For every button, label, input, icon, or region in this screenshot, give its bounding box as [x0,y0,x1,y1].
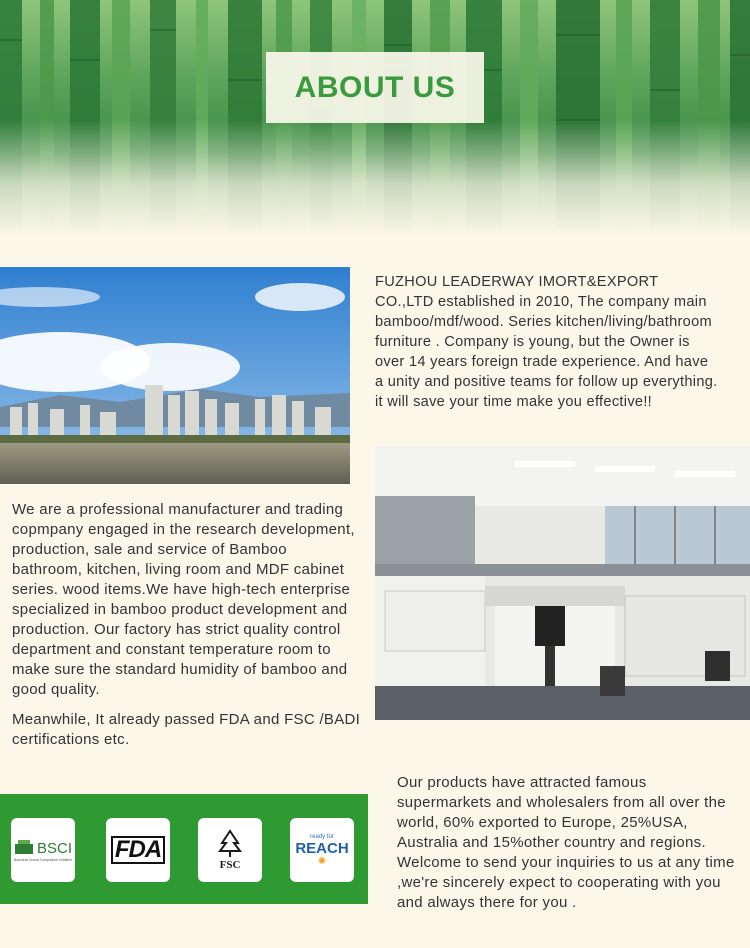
reach-label: REACH [295,840,349,857]
company-intro-text: FUZHOU LEADERWAY IMORT&EXPORT CO.,LTD established in 2010, The company main bamboo/mdf/wood. Series kitchen/living/bathroom furniture . Company is young, but the Owner is over 14 years foreign trade experience. And have a unity and positive teams for follow up everything. it will save your time make you effective!! [375,274,718,410]
fsc-logo [198,818,262,882]
bsci-icon [14,838,34,858]
brush-stroke-fade [0,120,750,236]
reach-sun-icon: ✺ [317,856,327,867]
manufacturer-description: We are a professional manufacturer and trading copmpany engaged in the research development, production, sale and service of Bamboo bathroom, kitchen, living room and MDF cabinet series. wood items.We have high-tech enterprise specialized in bamboo product development and production. Our factory has strict quality control department and constant temperature room to make sure the standard humidity of bamboo and good quality. [12,501,355,698]
certifications-text: Meanwhile, It already passed FDA and FSC /BADI certifications etc. [12,711,361,748]
fda-label: FDA [111,836,165,864]
bsci-sub: Business Social Compliance Initiative [14,858,72,862]
certification-logo-bar [0,794,368,904]
bamboo-hero-banner [0,0,750,236]
reach-logo [290,818,354,882]
markets-text: Our products have attracted famous supermarkets and wholesalers from all over the world, 60% exported to Europe, 25%USA, Australia and 15%other country and regions. Welcome to send your inquiries to us at any time ,we're sincerely expect to cooperating with you and always there for you . [397,774,735,911]
reach-top: ready for [310,834,334,840]
page-title: ABOUT US [294,70,456,104]
city-skyline-photo [0,267,350,484]
bsci-label: BSCI [36,839,72,857]
bsci-logo [11,818,75,882]
title-banner [266,52,484,123]
fsc-tree-icon [212,829,248,859]
fsc-label: FSC [219,859,241,871]
fda-logo [106,818,170,882]
office-interior-photo [375,446,750,720]
